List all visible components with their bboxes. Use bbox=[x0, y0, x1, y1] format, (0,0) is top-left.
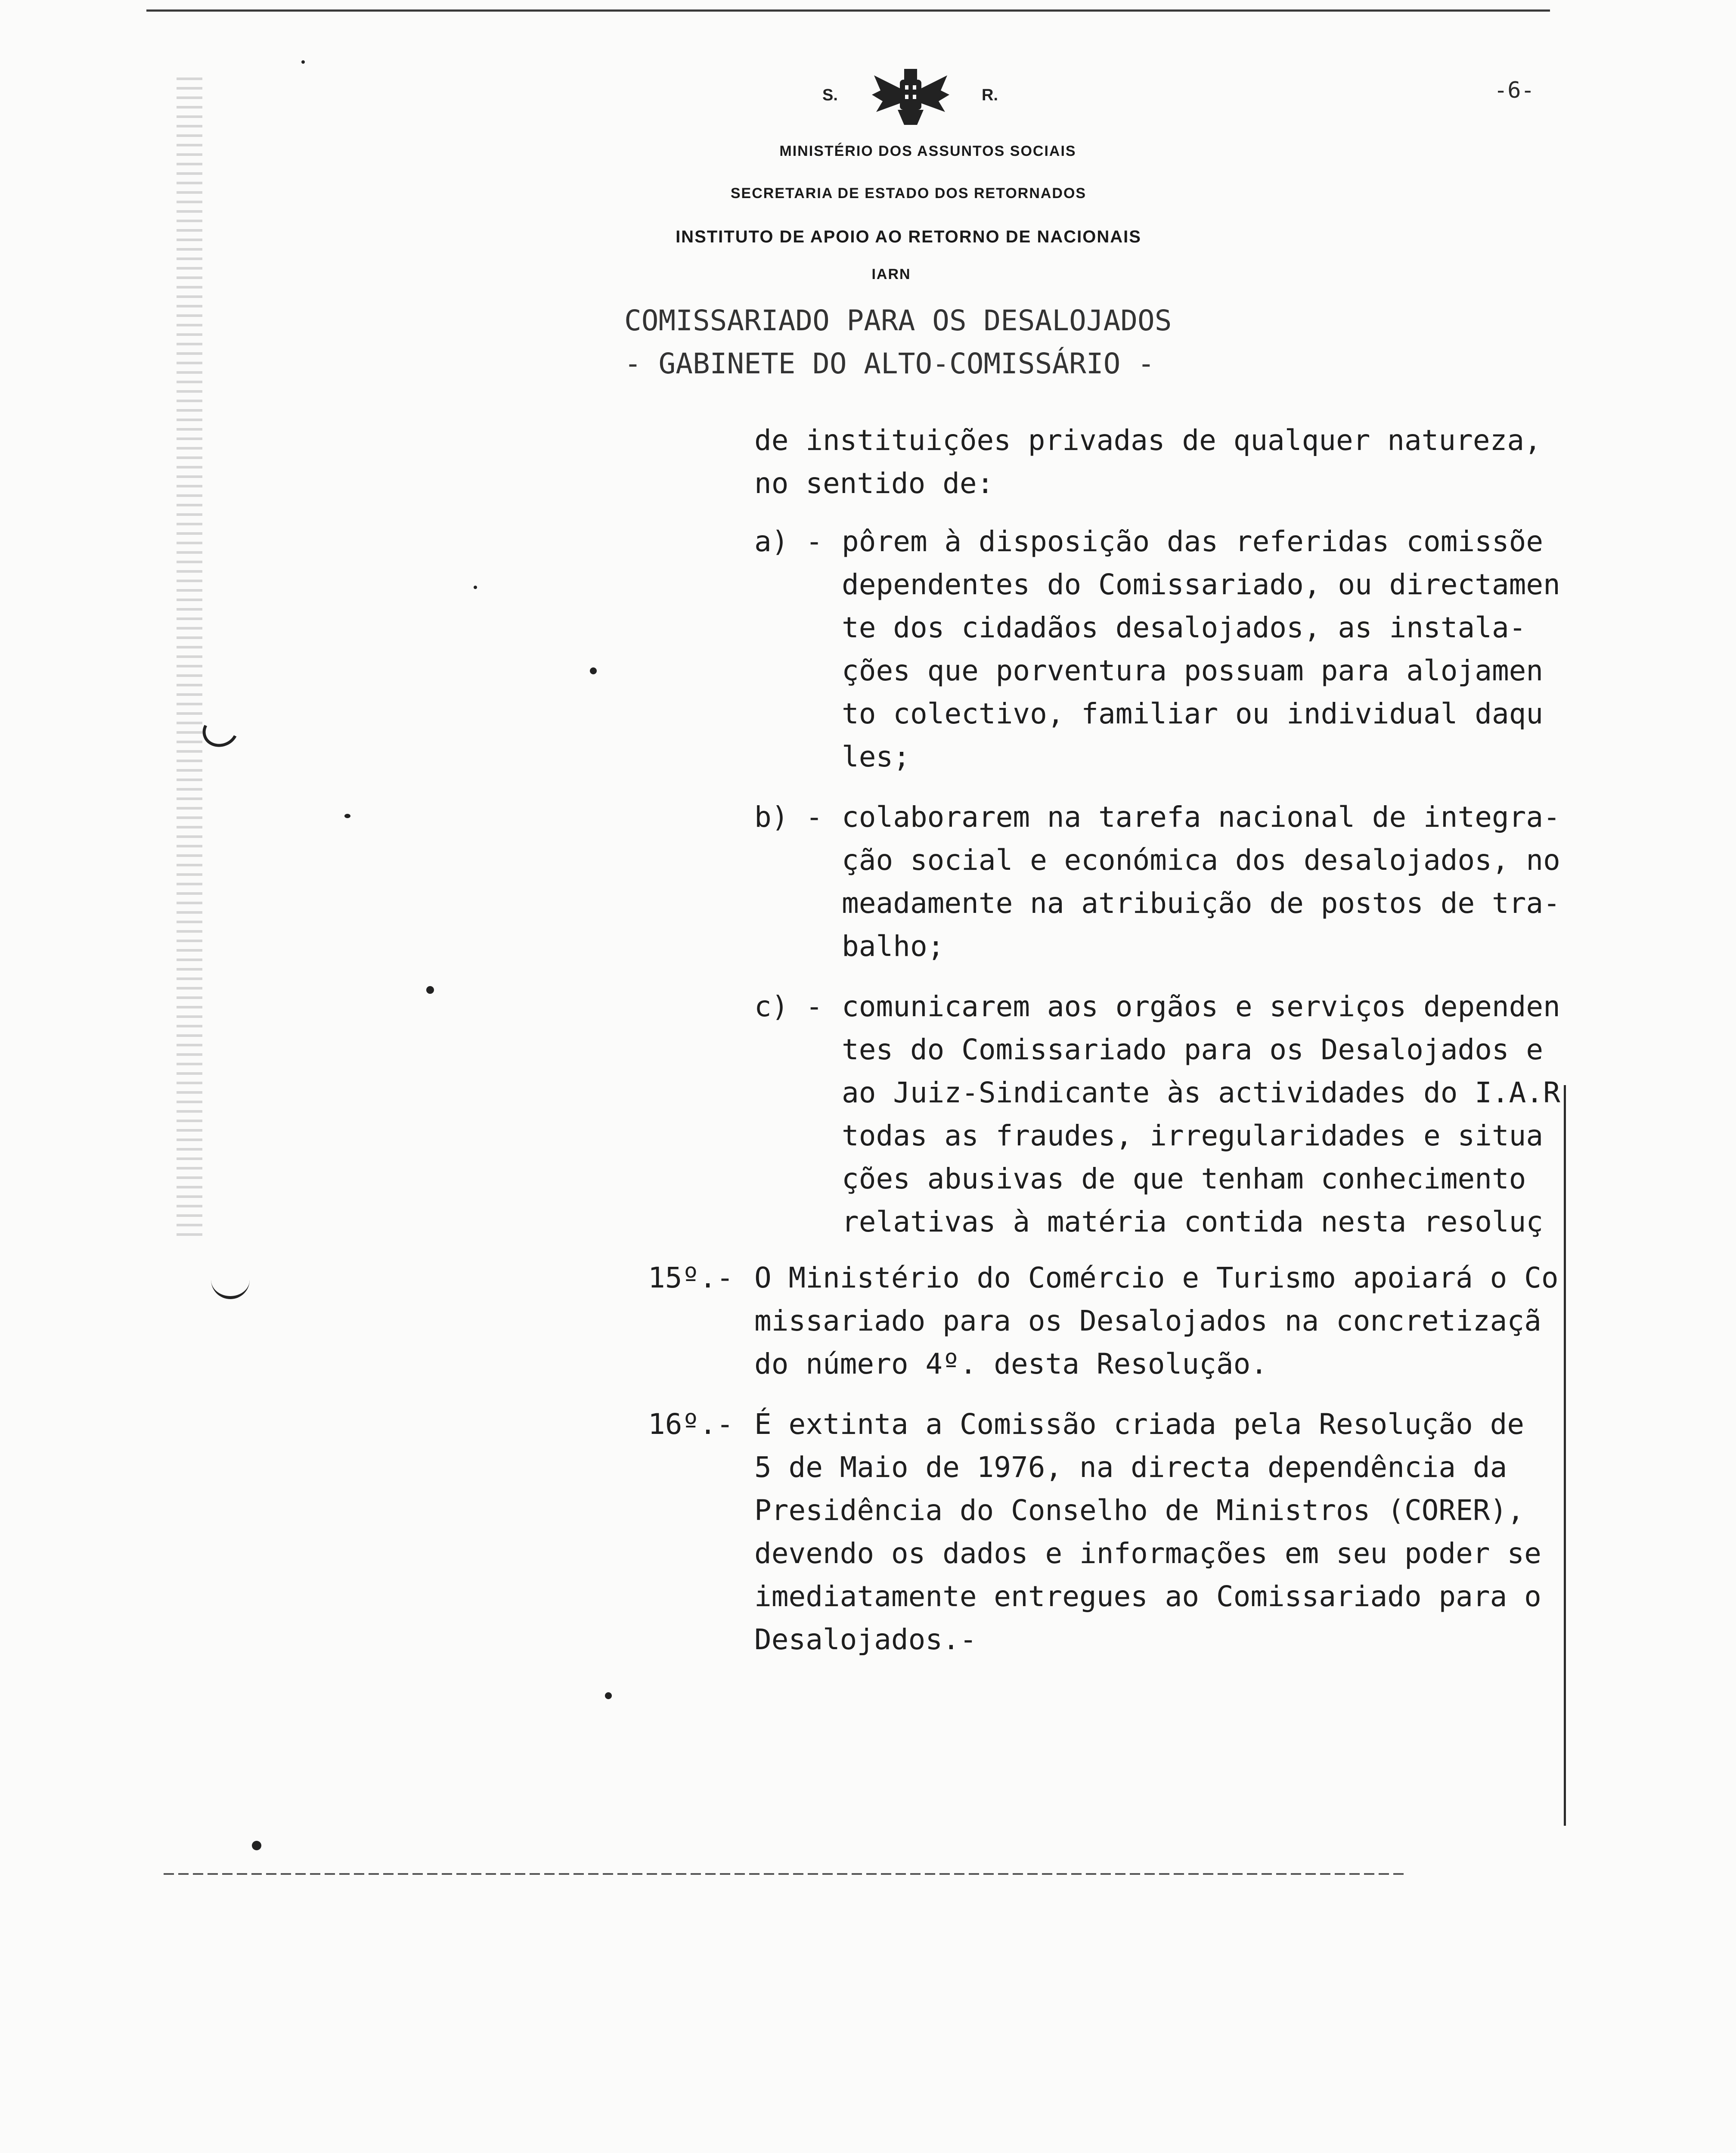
page-number: -6- bbox=[1494, 78, 1534, 103]
item-c-line: comunicarem aos orgãos e serviços dependen bbox=[842, 990, 1560, 1023]
item-a-line: dependentes do Comissariado, ou directamen bbox=[842, 568, 1560, 601]
para-16-line: imediatamente entregues ao Comissariado para o bbox=[754, 1580, 1541, 1613]
office-subtitle: - GABINETE DO ALTO-COMISSÁRIO - bbox=[624, 347, 1155, 380]
item-a-line: ções que porventura possuam para alojamen bbox=[842, 654, 1544, 687]
item-c-line: todas as fraudes, irregularidades e situa bbox=[842, 1119, 1544, 1152]
item-c-line: relativas à matéria contida nesta resoluç bbox=[842, 1205, 1544, 1238]
scan-speck bbox=[344, 814, 350, 818]
para-15-line: missariado para os Desalojados na concretizaçã bbox=[754, 1304, 1541, 1337]
para-16-line: devendo os dados e informações em seu poder se bbox=[754, 1537, 1541, 1570]
item-b-line: meadamente na atribuição de postos de tra- bbox=[842, 887, 1560, 920]
para-16-line: Desalojados.- bbox=[754, 1623, 977, 1656]
scan-bottom-rule bbox=[164, 1873, 1404, 1875]
letterhead bbox=[620, 65, 1137, 116]
office-title: COMISSARIADO PARA OS DESALOJADOS bbox=[624, 304, 1172, 337]
scan-speck bbox=[590, 667, 597, 674]
para-16-line: É extinta a Comissão criada pela Resolução de bbox=[754, 1408, 1525, 1441]
scan-right-margin-rule bbox=[1564, 1085, 1566, 1826]
para-15-line: O Ministério do Comércio e Turismo apoiará o Co bbox=[754, 1261, 1559, 1294]
item-c-line: tes do Comissariado para os Desalojados e bbox=[842, 1033, 1544, 1066]
para-15-marker: 15º.- bbox=[648, 1261, 734, 1294]
body-line: de instituições privadas de qualquer natureza, bbox=[754, 424, 1541, 457]
scan-mark bbox=[198, 710, 243, 752]
item-a-line: to colectivo, familiar ou individual daqu bbox=[842, 697, 1544, 730]
item-a-line: les; bbox=[842, 740, 910, 773]
item-b-line: balho; bbox=[842, 930, 945, 963]
struck-letterhead-line: IARN bbox=[871, 266, 911, 282]
coat-of-arms-icon bbox=[857, 65, 964, 129]
item-b-line: colaborarem na tarefa nacional de integra- bbox=[842, 800, 1560, 834]
item-c-line: ao Juiz-Sindicante às actividades do I.A.R bbox=[842, 1076, 1560, 1109]
para-16-line: 5 de Maio de 1976, na directa dependência da bbox=[754, 1451, 1507, 1484]
item-a-line: te dos cidadãos desalojados, as instala- bbox=[842, 611, 1526, 644]
scan-mark bbox=[211, 1275, 250, 1299]
letterhead-right-initial: R. bbox=[982, 86, 998, 104]
scan-speck bbox=[474, 586, 477, 589]
scan-left-edge-noise bbox=[177, 78, 202, 1240]
para-16-marker: 16º.- bbox=[648, 1408, 734, 1441]
item-c-line: ções abusivas de que tenham conhecimento bbox=[842, 1162, 1526, 1195]
scan-top-rule bbox=[146, 9, 1550, 12]
letterhead-left-initial: S. bbox=[822, 86, 838, 104]
scan-speck bbox=[605, 1692, 612, 1699]
item-b-line: ção social e económica dos desalojados, no bbox=[842, 844, 1560, 877]
scan-speck bbox=[252, 1841, 261, 1850]
scan-speck bbox=[426, 986, 434, 994]
item-b-marker: b) - bbox=[754, 800, 823, 834]
struck-letterhead-line: INSTITUTO DE APOIO AO RETORNO DE NACIONAIS bbox=[676, 227, 1141, 246]
struck-letterhead-line: MINISTÉRIO DOS ASSUNTOS SOCIAIS bbox=[779, 143, 1076, 159]
para-15-line: do número 4º. desta Resolução. bbox=[754, 1347, 1268, 1381]
item-a-marker: a) - bbox=[754, 525, 823, 558]
body-line: no sentido de: bbox=[754, 467, 994, 500]
scan-speck bbox=[301, 60, 305, 64]
item-c-marker: c) - bbox=[754, 990, 823, 1023]
struck-letterhead-line: SECRETARIA DE ESTADO DOS RETORNADOS bbox=[730, 185, 1087, 202]
item-a-line: pôrem à disposição das referidas comissõe bbox=[842, 525, 1544, 558]
para-16-line: Presidência do Conselho de Ministros (CORER), bbox=[754, 1494, 1525, 1527]
